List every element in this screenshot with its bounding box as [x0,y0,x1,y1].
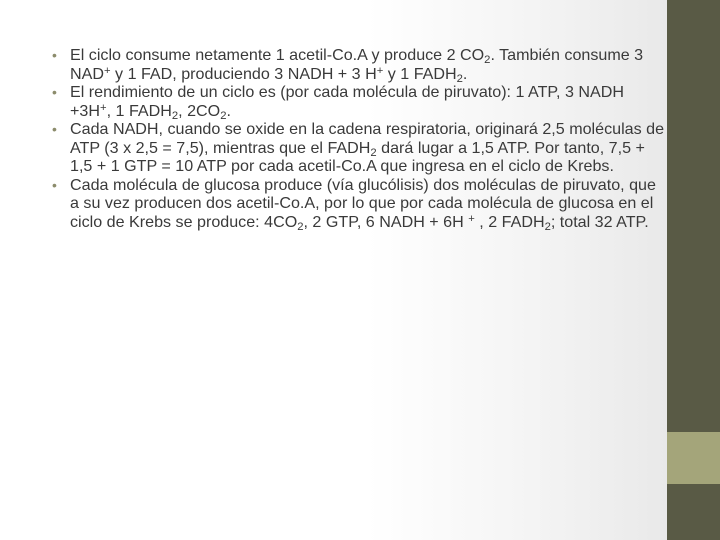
superscript: + [99,101,107,114]
superscript: + [468,212,475,225]
subscript: 2 [220,109,227,122]
decorative-band-accent [667,432,720,484]
subscript: 2 [456,72,463,85]
decorative-band-bottom [667,484,720,540]
subscript: 2 [544,220,551,233]
bullet-item: • Cada NADH, cuando se oxide en la cadena respiratoria, originará 2,5 moléculas de ATP (3 x 2,5 = 7,5), mientras que el $FADH_2$ dará lugar a 1,5 ATP. Por tanto, 7,5 + 1,5 + 1 GTP = 10 ATP por cada acetil-Co.A que ingresa en el ciclo de Krebs. [52,120,667,176]
subscript: 2 [370,146,377,159]
superscript: + [103,64,111,77]
bullet-item: • El ciclo consume netamente 1 acetil-Co.A y produce 2 $CO_2$. También consume 3 NAD+ y 1 FAD, produciendo 3 NADH + 3 H+ y 1 $FADH_2$. [52,46,667,83]
bullet-item: • Cada molécula de glucosa produce (vía glucólisis) dos moléculas de piruvato, que a su vez producen dos acetil-Co.A, por lo que por cada molécula de glucosa en el ciclo de Krebs se produce: $4CO_2$, 2 GTP, 6 NADH + 6H + , 2 $FADH_2$; total 32 ATP. [52,176,667,232]
subscript: 2 [297,220,304,233]
subscript: 2 [171,109,179,122]
decorative-band-top [667,0,720,432]
bullet-item: • El rendimiento de un ciclo es (por cada molécula de piruvato): 1 ATP, 3 NADH +3H+, 1 $FADH_2$, $2CO_2$. [52,83,667,120]
superscript: + [376,64,384,77]
subscript: 2 [484,54,491,66]
bullet-list [52,46,667,231]
